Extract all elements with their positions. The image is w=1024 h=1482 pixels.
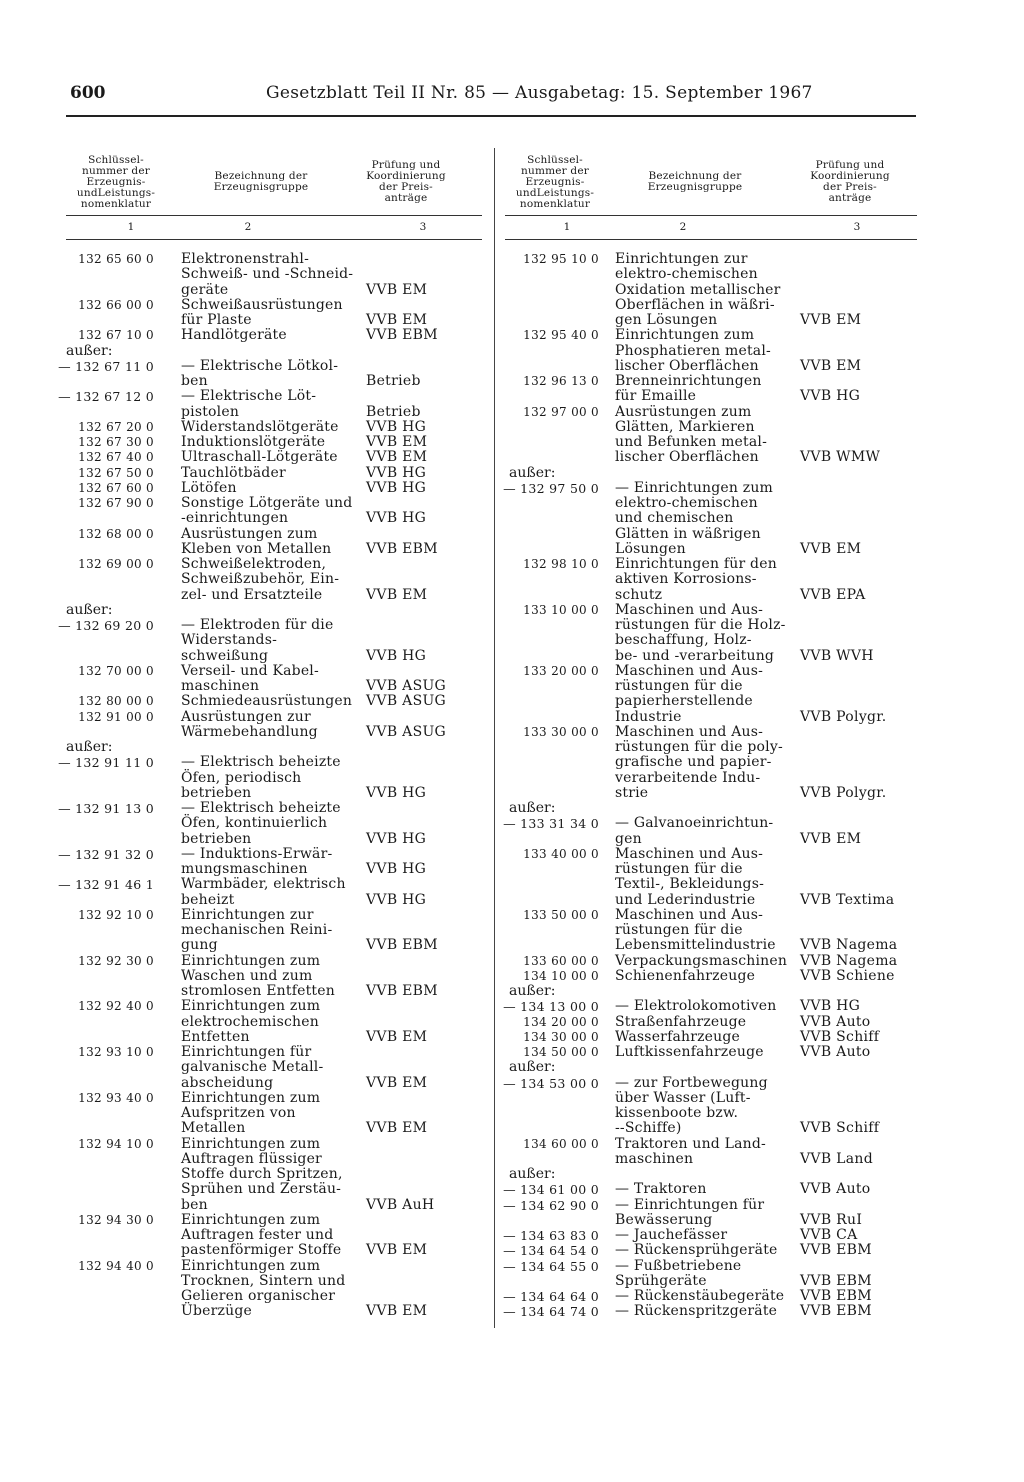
table-row — [66, 328, 482, 343]
table-row — [505, 405, 917, 466]
key-number: 133 30 00 0 — [523, 724, 599, 739]
reviewing-authority: VVB EM — [366, 434, 428, 450]
ausser-label: außer: — [66, 739, 113, 755]
table-row — [505, 1304, 917, 1319]
reviewing-authority: VVB HG — [366, 830, 427, 847]
key-number: 132 92 30 0 — [78, 953, 154, 968]
column-header-authority-text: Prüfung und Koordinierung der Preis- anträge — [366, 159, 446, 204]
product-group-description: Sonstige Lötgeräte und -einrichtungen — [181, 495, 353, 527]
table-row — [66, 527, 482, 558]
key-number: 133 10 00 0 — [523, 602, 599, 617]
key-number: 132 67 60 0 — [78, 480, 154, 495]
reviewing-authority: VVB Auto — [800, 1181, 871, 1198]
key-number: — 134 61 00 0 — [503, 1182, 599, 1198]
reviewing-authority: VVB EPA — [800, 586, 866, 603]
table-row — [66, 1213, 482, 1259]
column-header-number — [66, 148, 166, 216]
reviewing-authority: VVB HG — [366, 891, 427, 908]
reviewing-authority: VVB WVH — [800, 647, 874, 664]
ausser-label: außer: — [66, 342, 113, 359]
product-group-description: Luftkissenfahrzeuge — [615, 1044, 764, 1060]
ausser-label: außer: — [509, 1166, 556, 1182]
key-number: 133 50 00 0 — [523, 907, 599, 922]
key-number: 132 95 10 0 — [523, 252, 599, 266]
key-number: 133 60 00 0 — [523, 953, 599, 968]
product-group-description: Lötöfen — [181, 479, 237, 496]
page-title: Gesetzblatt Teil II Nr. 85 — Ausgabetag: 15. September 1967 — [266, 83, 813, 103]
product-group-description: — Rückenstäubegeräte — [615, 1288, 785, 1304]
table-row — [505, 999, 917, 1014]
product-group-description: Widerstandslötgeräte — [181, 418, 339, 435]
table-row — [66, 557, 482, 603]
product-group-description: Maschinen und Aus- rüstungen für die poly- grafische und papier- verarbeitende Indu- strie — [615, 723, 783, 801]
product-group-description: Ultraschall-Lötgeräte — [181, 449, 338, 466]
product-group-description: Brenneinrichtungen für Emaille — [615, 373, 762, 405]
product-group-description: Traktoren und Land- maschinen — [615, 1135, 766, 1167]
table-row — [66, 420, 482, 435]
product-group-description: Einrichtungen zur mechanischen Reini- gung — [181, 906, 333, 954]
reviewing-authority: VVB HG — [366, 418, 427, 435]
key-number: 134 50 00 0 — [523, 1045, 599, 1059]
reviewing-authority: VVB EM — [800, 540, 862, 557]
table-row — [66, 1259, 482, 1320]
table-row — [66, 710, 482, 741]
reviewing-authority: VVB RuI — [800, 1211, 863, 1228]
product-group-description: Maschinen und Aus- rüstungen für die Textil-, Bekleidungs- und Lederindustrie — [615, 845, 765, 908]
key-number: — 134 62 90 0 — [503, 1197, 599, 1213]
key-number: 132 68 00 0 — [78, 526, 154, 541]
table-row — [505, 1015, 917, 1030]
column-number-2: 2 — [679, 221, 687, 233]
reviewing-authority: VVB HG — [800, 998, 861, 1015]
reviewing-authority: VVB EM — [366, 449, 428, 466]
reviewing-authority: VVB EM — [366, 586, 428, 603]
key-number: 132 97 00 0 — [523, 404, 599, 419]
table-row — [66, 496, 482, 527]
reviewing-authority: VVB EM — [800, 830, 862, 847]
table-row — [505, 557, 917, 603]
column-number-1: 1 — [563, 221, 571, 233]
key-number: 132 91 00 0 — [78, 709, 154, 724]
product-group-description: Einrichtungen für galvanische Metall- abscheidung — [181, 1044, 324, 1091]
reviewing-authority: VVB EM — [800, 357, 862, 374]
reviewing-authority: VVB EM — [366, 312, 428, 328]
reviewing-authority: VVB Schiene — [800, 967, 895, 984]
key-number: 132 94 40 0 — [78, 1258, 154, 1273]
ausser-label: außer: — [509, 983, 556, 999]
reviewing-authority: VVB HG — [366, 784, 427, 801]
key-number: — 134 53 00 0 — [503, 1075, 599, 1091]
key-number: 132 70 00 0 — [78, 663, 154, 678]
reviewing-authority: VVB Schiff — [800, 1028, 880, 1045]
product-group-description: — Einrichtungen zum elektro-chemischen und chemischen Glätten in wäßrigen Lösungen — [615, 479, 774, 557]
product-group-description: — Elektrisch beheizte Öfen, periodisch betrieben — [181, 754, 341, 801]
product-group-description: — Rückenspritzgeräte — [615, 1303, 778, 1320]
column-header-authority — [795, 148, 905, 216]
column-divider — [494, 148, 495, 1328]
reviewing-authority: VVB HG — [366, 647, 427, 664]
reviewing-authority: VVB Textima — [800, 891, 895, 908]
table-row — [505, 328, 917, 374]
key-number: — 134 13 00 0 — [503, 999, 599, 1015]
reviewing-authority: VVB HG — [366, 464, 427, 481]
reviewing-authority: VVB HG — [366, 861, 427, 877]
reviewing-authority: VVB Schiff — [800, 1120, 880, 1137]
key-number: — 133 31 34 0 — [503, 816, 599, 832]
product-group-description: Einrichtungen zum elektrochemischen Entfetten — [181, 998, 321, 1045]
table-row — [66, 466, 482, 481]
key-number: 132 96 13 0 — [523, 374, 599, 388]
product-group-description: Maschinen und Aus- rüstungen für die Holz- beschaffung, Holz- be- und -verarbeitung — [615, 601, 786, 664]
product-group-description: Einrichtungen zum Trocknen, Sintern und Gelieren organischer Überzüge — [181, 1257, 346, 1320]
reviewing-authority: VVB EM — [366, 1120, 428, 1137]
product-group-description: Einrichtungen zum Phosphatieren metal- lischer Oberflächen — [615, 327, 771, 374]
product-group-description: — Induktions-Erwär- mungsmaschinen — [181, 845, 333, 877]
number-row-divider — [505, 239, 917, 240]
table-row — [505, 252, 917, 328]
key-number: 132 93 40 0 — [78, 1090, 154, 1105]
product-group-description: Handlötgeräte — [181, 327, 287, 344]
column-header-description — [196, 148, 326, 216]
reviewing-authority: VVB EM — [366, 1028, 428, 1045]
reviewing-authority: VVB Auto — [800, 1013, 871, 1030]
table-row — [66, 435, 482, 450]
reviewing-authority: VVB WMW — [800, 449, 881, 466]
reviewing-authority: VVB Nagema — [800, 952, 898, 969]
key-number: 132 66 00 0 — [78, 297, 154, 312]
reviewing-authority: VVB Auto — [800, 1044, 871, 1060]
table-row — [505, 1259, 917, 1290]
table-row — [66, 481, 482, 496]
table-row — [58, 800, 482, 847]
reviewing-authority: VVB EBM — [800, 1272, 872, 1289]
product-group-description: Schienenfahrzeuge — [615, 967, 756, 984]
reviewing-authority: VVB EBM — [366, 540, 438, 557]
key-number: 133 20 00 0 — [523, 663, 599, 678]
product-group-description: — Elektrisch beheizte Öfen, kontinuierlich betrieben — [181, 800, 341, 847]
ausser-label: außer: — [66, 601, 113, 618]
table-row — [505, 664, 917, 725]
table-row — [505, 1182, 917, 1197]
reviewing-authority: VVB EBM — [366, 937, 438, 954]
product-group-description: Tauchlötbäder — [181, 464, 286, 481]
key-number: 132 92 40 0 — [78, 999, 154, 1014]
table-row — [505, 1198, 917, 1229]
column-number-1: 1 — [127, 221, 135, 233]
reviewing-authority: VVB EM — [366, 1303, 428, 1320]
key-number: — 134 64 64 0 — [503, 1289, 599, 1304]
table-row — [58, 357, 482, 390]
product-group-description: — Elektrische Lötkol- ben — [181, 357, 339, 389]
table-row — [58, 876, 482, 908]
product-group-description: Einrichtungen zum Auftragen fester und pastenförmiger Stoffe — [181, 1211, 342, 1259]
key-number: 132 67 30 0 — [78, 435, 154, 449]
reviewing-authority: VVB Land — [800, 1150, 873, 1167]
table-row — [505, 603, 917, 664]
table-row — [58, 617, 482, 664]
key-number: 132 94 30 0 — [78, 1212, 154, 1227]
table-row — [66, 1045, 482, 1091]
product-group-description: Einrichtungen für den aktiven Korrosions- schutz — [615, 556, 777, 603]
number-row-divider — [66, 239, 482, 240]
column-header-description-text: Bezeichnung der Erzeugnisgruppe — [213, 170, 309, 193]
column-number-2: 2 — [244, 221, 252, 233]
reviewing-authority: VVB EBM — [366, 327, 438, 344]
key-number: 132 67 90 0 — [78, 496, 154, 510]
reviewing-authority: VVB Polygr. — [800, 784, 887, 801]
product-group-description: Induktionslötgeräte — [181, 434, 326, 450]
column-header-number-text: Schlüssel- nummer der Erzeugnis- undLeistungs- nomenklatur — [515, 153, 595, 210]
key-number: 132 67 10 0 — [78, 328, 154, 343]
product-group-description: Einrichtungen zum Waschen und zum stromlosen Entfetten — [181, 952, 335, 999]
key-number: 132 98 10 0 — [523, 557, 599, 571]
table-row — [58, 845, 482, 878]
product-group-description: — Fußbetriebene Sprühgeräte — [615, 1257, 742, 1289]
key-number: — 132 91 11 0 — [58, 755, 154, 771]
table-row — [66, 908, 482, 954]
product-group-description: — Einrichtungen für Bewässerung — [615, 1196, 765, 1228]
product-group-description: — Rückensprühgeräte — [615, 1242, 778, 1259]
column-header-authority — [356, 148, 456, 216]
table-row — [505, 374, 917, 405]
table-row — [66, 664, 482, 695]
key-number: 132 69 00 0 — [78, 557, 154, 571]
table-row — [505, 1243, 917, 1258]
reviewing-authority: Betrieb — [366, 403, 421, 420]
table-row — [505, 908, 917, 954]
column-number-3: 3 — [853, 221, 861, 233]
key-number: 132 94 10 0 — [78, 1136, 154, 1151]
product-group-description: — Traktoren — [615, 1181, 707, 1198]
key-number: — 132 91 46 1 — [58, 877, 154, 893]
table-row — [66, 1137, 482, 1213]
table-row — [505, 1045, 917, 1060]
key-number: 132 80 00 0 — [78, 694, 154, 709]
reviewing-authority: VVB EBM — [800, 1288, 872, 1304]
product-group-description: Warmbäder, elektrisch beheizt — [181, 876, 346, 908]
reviewing-authority: VVB EM — [800, 312, 862, 328]
reviewing-authority: VVB EBM — [800, 1242, 872, 1259]
table-row — [505, 816, 917, 847]
key-number: — 132 91 13 0 — [58, 801, 154, 816]
product-group-description: — Elektrolokomotiven — [615, 998, 777, 1015]
product-group-description: Maschinen und Aus- rüstungen für die papierherstellende Industrie — [615, 662, 764, 725]
table-row — [66, 1091, 482, 1137]
reviewing-authority: VVB Polygr. — [800, 708, 887, 725]
product-group-description: Straßenfahrzeuge — [615, 1013, 747, 1030]
table-row — [505, 1076, 917, 1137]
table-row — [66, 252, 482, 298]
key-number: 134 20 00 0 — [523, 1014, 599, 1029]
reviewing-authority: Betrieb — [366, 373, 421, 389]
key-number: 132 67 40 0 — [78, 450, 154, 465]
key-number: 134 60 00 0 — [523, 1136, 599, 1151]
key-number: 132 65 60 0 — [78, 252, 154, 266]
left-table-rows — [58, 251, 482, 1320]
column-header-number — [505, 148, 605, 216]
table-row — [505, 725, 917, 801]
table-row — [505, 1228, 917, 1243]
ausser-label: außer: — [509, 1059, 556, 1076]
product-group-description: — Jauchefässer — [615, 1227, 728, 1243]
reviewing-authority: VVB HG — [800, 388, 861, 405]
key-number: — 134 64 74 0 — [503, 1304, 599, 1320]
table-row — [505, 954, 917, 969]
product-group-description: Elektronenstrahl- Schweiß- und -Schneid- geräte — [181, 251, 354, 298]
reviewing-authority: VVB EBM — [800, 1303, 872, 1320]
table-row — [58, 754, 482, 801]
product-group-description: — Galvanoeinrichtun- gen — [615, 815, 774, 847]
ausser-label: außer: — [509, 800, 556, 816]
key-number: — 132 97 50 0 — [503, 480, 599, 496]
product-group-description: Wasserfahrzeuge — [615, 1028, 741, 1045]
key-number: — 132 67 12 0 — [58, 389, 154, 405]
key-number: 132 93 10 0 — [78, 1045, 154, 1059]
product-group-description: Ausrüstungen zum Glätten, Markieren und Befunken metal- lischer Oberflächen — [615, 403, 768, 466]
column-header-authority-text: Prüfung und Koordinierung der Preis- anträge — [810, 159, 890, 204]
reviewing-authority: VVB EBM — [366, 983, 438, 999]
key-number: — 134 63 83 0 — [503, 1228, 599, 1243]
product-group-description: Ausrüstungen zur Wärmebehandlung — [181, 708, 318, 740]
product-group-description: Schweißausrüstungen für Plaste — [181, 296, 343, 328]
product-group-description: Ausrüstungen zum Kleben von Metallen — [181, 525, 332, 557]
table-row — [505, 1137, 917, 1168]
product-group-description: — Elektroden für die Widerstands- schweißung — [181, 617, 334, 664]
key-number: 132 67 20 0 — [78, 419, 154, 434]
reviewing-authority: VVB CA — [800, 1227, 858, 1243]
table-row — [66, 298, 482, 329]
header-divider — [66, 215, 482, 216]
table-row — [66, 450, 482, 465]
ausser-label: außer: — [509, 464, 556, 481]
column-number-3: 3 — [419, 221, 427, 233]
table-row — [505, 847, 917, 908]
table-row — [66, 694, 482, 709]
reviewing-authority: VVB ASUG — [366, 693, 447, 710]
reviewing-authority: VVB ASUG — [366, 723, 447, 740]
table-row — [505, 969, 917, 984]
key-number: — 132 91 32 0 — [58, 846, 154, 862]
table-row — [66, 954, 482, 1000]
reviewing-authority: VVB EM — [366, 281, 428, 298]
reviewing-authority: VVB HG — [366, 479, 427, 496]
product-group-description: Verseil- und Kabel- maschinen — [181, 662, 319, 694]
reviewing-authority: VVB Nagema — [800, 937, 898, 954]
product-group-description: Schweißelektroden, Schweißzubehör, Ein- zel- und Ersatzteile — [181, 556, 340, 603]
key-number: 134 10 00 0 — [523, 968, 599, 983]
key-number: — 134 64 54 0 — [503, 1243, 599, 1259]
product-group-description: Einrichtungen zur elektro-chemischen Oxidation metallischer Oberflächen in wäßri- gen Lösungen — [615, 251, 781, 328]
column-header-number-text: Schlüssel- nummer der Erzeugnis- undLeistungs- nomenklatur — [76, 153, 156, 210]
product-group-description: Maschinen und Aus- rüstungen für die Lebensmittelindustrie — [615, 906, 776, 954]
key-number: — 134 64 55 0 — [503, 1258, 599, 1274]
table-row — [505, 1030, 917, 1045]
key-number: 134 30 00 0 — [523, 1029, 599, 1044]
table-row — [66, 999, 482, 1045]
key-number: 133 40 00 0 — [523, 846, 599, 861]
key-number: — 132 69 20 0 — [58, 618, 154, 633]
product-group-description: — Elektrische Löt- pistolen — [181, 388, 317, 420]
reviewing-authority: VVB ASUG — [366, 678, 447, 694]
table-row — [505, 481, 917, 557]
key-number: — 132 67 11 0 — [58, 358, 154, 374]
column-header-description — [630, 148, 760, 216]
reviewing-authority: VVB EM — [366, 1242, 428, 1259]
product-group-description: Einrichtungen zum Aufspritzen von Metallen — [181, 1089, 321, 1137]
product-group-description: Schmiedeausrüstungen — [181, 693, 353, 710]
table-row — [58, 388, 482, 420]
product-group-description: Einrichtungen zum Auftragen flüssiger Stoffe durch Spritzen, Sprühen und Zerstäu- ben — [181, 1135, 343, 1213]
header-rule — [66, 115, 916, 117]
reviewing-authority: VVB HG — [366, 510, 427, 527]
key-number: 132 67 50 0 — [78, 465, 154, 480]
header-divider — [505, 215, 917, 216]
key-number: 132 95 40 0 — [523, 328, 599, 343]
key-number: 132 92 10 0 — [78, 907, 154, 922]
reviewing-authority: VVB EM — [366, 1074, 428, 1091]
product-group-description: Verpackungsmaschinen — [615, 952, 788, 969]
right-table-rows — [505, 252, 917, 1320]
column-header-description-text: Bezeichnung der Erzeugnisgruppe — [647, 170, 743, 193]
reviewing-authority: VVB AuH — [366, 1196, 435, 1213]
page-number: 600 — [70, 83, 106, 103]
table-row — [505, 1289, 917, 1304]
product-group-description: — zur Fortbewegung über Wasser (Luft- kissenboote bzw. --Schiffe) — [615, 1074, 768, 1137]
